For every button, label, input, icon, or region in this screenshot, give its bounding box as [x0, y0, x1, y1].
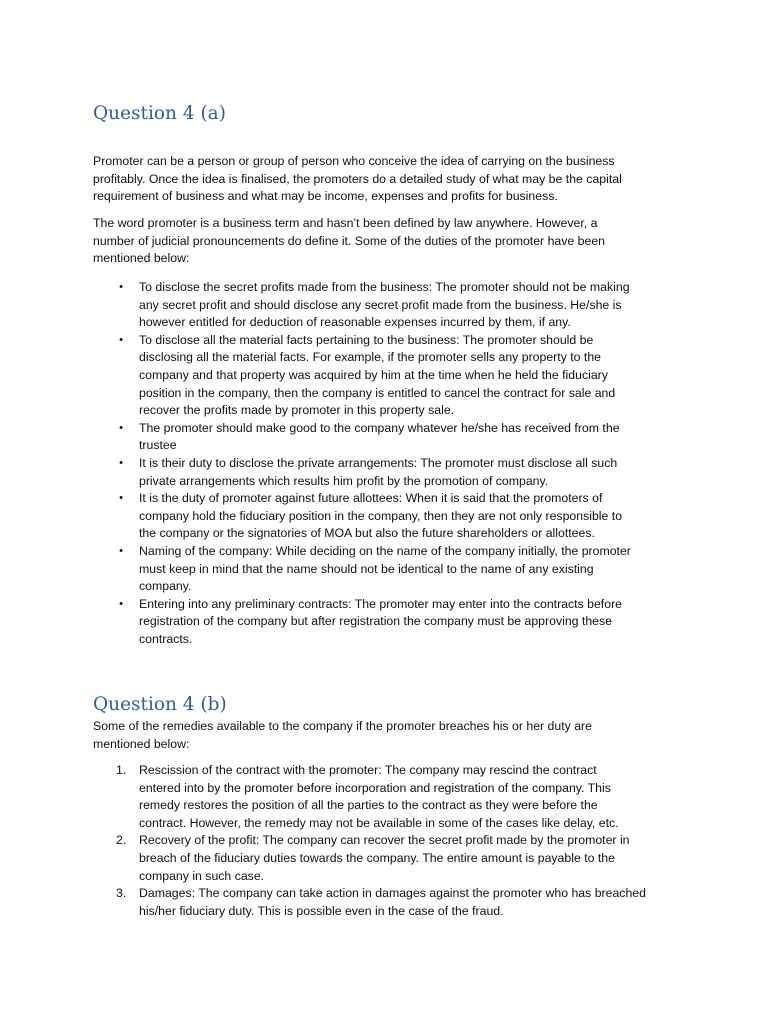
text-line: position in the company, then the company is entitled to cancel the contract for sale and	[139, 385, 616, 400]
text-line: contracts.	[139, 631, 193, 646]
text-line: Damages: The company can take action in damages against the promoter who has breached	[139, 886, 646, 901]
text-line: disclosing all the material facts. For example, if the promoter sells any property to the	[139, 350, 602, 365]
list-item	[93, 543, 693, 596]
text-line: registration of the company but after registration the company must be approving these	[139, 614, 613, 629]
text-line: To disclose all the material facts pertaining to the business: The promoter should be	[139, 332, 594, 347]
remedies-list	[93, 762, 693, 920]
text-line: company.	[139, 579, 192, 594]
section-a-paragraph-2	[93, 215, 683, 268]
text-line: Naming of the company: While deciding on the name of the company initially, the promoter	[139, 543, 631, 558]
text-line: Rescission of the contract with the promoter: The company may rescind the contract	[139, 763, 597, 777]
list-item	[93, 490, 693, 543]
bullet-icon: •	[119, 492, 123, 505]
bullet-icon: •	[119, 456, 123, 469]
text-line: trustee	[139, 438, 177, 453]
text-line: however entitled for deduction of reasonable expenses incurred by them, if any.	[139, 315, 571, 330]
text-line: It is the duty of promoter against future allottees: When it is said that the promoters of	[139, 491, 603, 506]
bullet-icon: •	[119, 281, 123, 293]
text-line: number of judicial pronouncements do define it. Some of the duties of the promoter have been	[93, 233, 606, 248]
list-item	[93, 596, 693, 649]
text-line: Some of the remedies available to the company if the promoter breaches his or her duty are	[93, 719, 592, 733]
text-line: private arrangements which results him profit by the promotion of company.	[139, 473, 549, 488]
text-line: Entering into any preliminary contracts: The promoter may enter into the contracts before	[139, 596, 623, 611]
text-line: profitably. Once the idea is finalised, the promoters do a detailed study of what may be the capital	[93, 171, 622, 186]
bullet-icon: •	[119, 597, 123, 610]
list-item	[93, 455, 693, 490]
text-line: The word promoter is a business term and hasn’t been defined by law anywhere. However, a	[93, 216, 598, 230]
list-number: 3.	[116, 886, 127, 901]
text-line: any secret profit and should disclose any secret profit made from the business. He/she is	[139, 297, 622, 312]
text-line: Promoter can be a person or group of person who conceive the idea of carrying on the business	[93, 154, 615, 168]
list-number: 1.	[116, 763, 127, 777]
text-line: It is their duty to disclose the private arrangements: The promoter must disclose all such	[139, 455, 618, 470]
list-number: 2.	[116, 833, 127, 848]
bullet-icon: •	[119, 421, 123, 434]
text-line: company in such case.	[139, 868, 265, 883]
text-line: Recovery of the profit: The company can recover the secret profit made by the promoter in	[139, 833, 630, 848]
list-item	[93, 332, 693, 420]
text-line: his/her fiduciary duty. This is possible even in the case of the fraud.	[139, 903, 504, 918]
text-line: recover the profits made by promoter in this property sale.	[139, 403, 455, 418]
text-line: company hold the fiduciary position in the company, then they are not only responsible to	[139, 508, 623, 523]
text-line: the company or the signatories of MOA but also the future shareholders or allottees.	[139, 526, 595, 541]
promoter-duties-list	[93, 279, 693, 648]
text-line: must keep in mind that the name should not be identical to the name of any existing	[139, 561, 594, 576]
text-line: mentioned below:	[93, 251, 190, 266]
section-b-heading: Question 4 (b)	[93, 694, 227, 715]
list-item	[93, 279, 693, 332]
section-a-heading: Question 4 (a)	[93, 103, 226, 124]
text-line: To disclose the secret profits made from the business: The promoter should not be making	[139, 280, 630, 294]
text-line: requirement of business and what may be income, expenses and profits for business.	[93, 189, 558, 204]
text-line: company and that property was acquired by him at the time when he held the fiduciary	[139, 367, 608, 382]
text-line: contract. However, the remedy may not be available in some of the cases like delay, etc.	[139, 815, 619, 830]
list-item	[93, 420, 693, 455]
section-a-paragraph-1	[93, 153, 683, 206]
text-line: entered into by the promoter before incorporation and registration of the company. This	[139, 780, 611, 795]
section-b-intro	[93, 718, 683, 753]
text-line: remedy restores the position of all the parties to the contract as they were before the	[139, 798, 598, 813]
bullet-icon: •	[119, 544, 123, 557]
text-line: The promoter should make good to the company whatever he/she has received from the	[139, 420, 620, 435]
list-item	[93, 832, 693, 885]
text-line: breach of the fiduciary duties towards the company. The entire amount is payable to the	[139, 850, 615, 865]
list-item	[93, 762, 693, 832]
text-line: mentioned below:	[93, 736, 190, 751]
bullet-icon: •	[119, 333, 123, 346]
list-item	[93, 885, 693, 920]
